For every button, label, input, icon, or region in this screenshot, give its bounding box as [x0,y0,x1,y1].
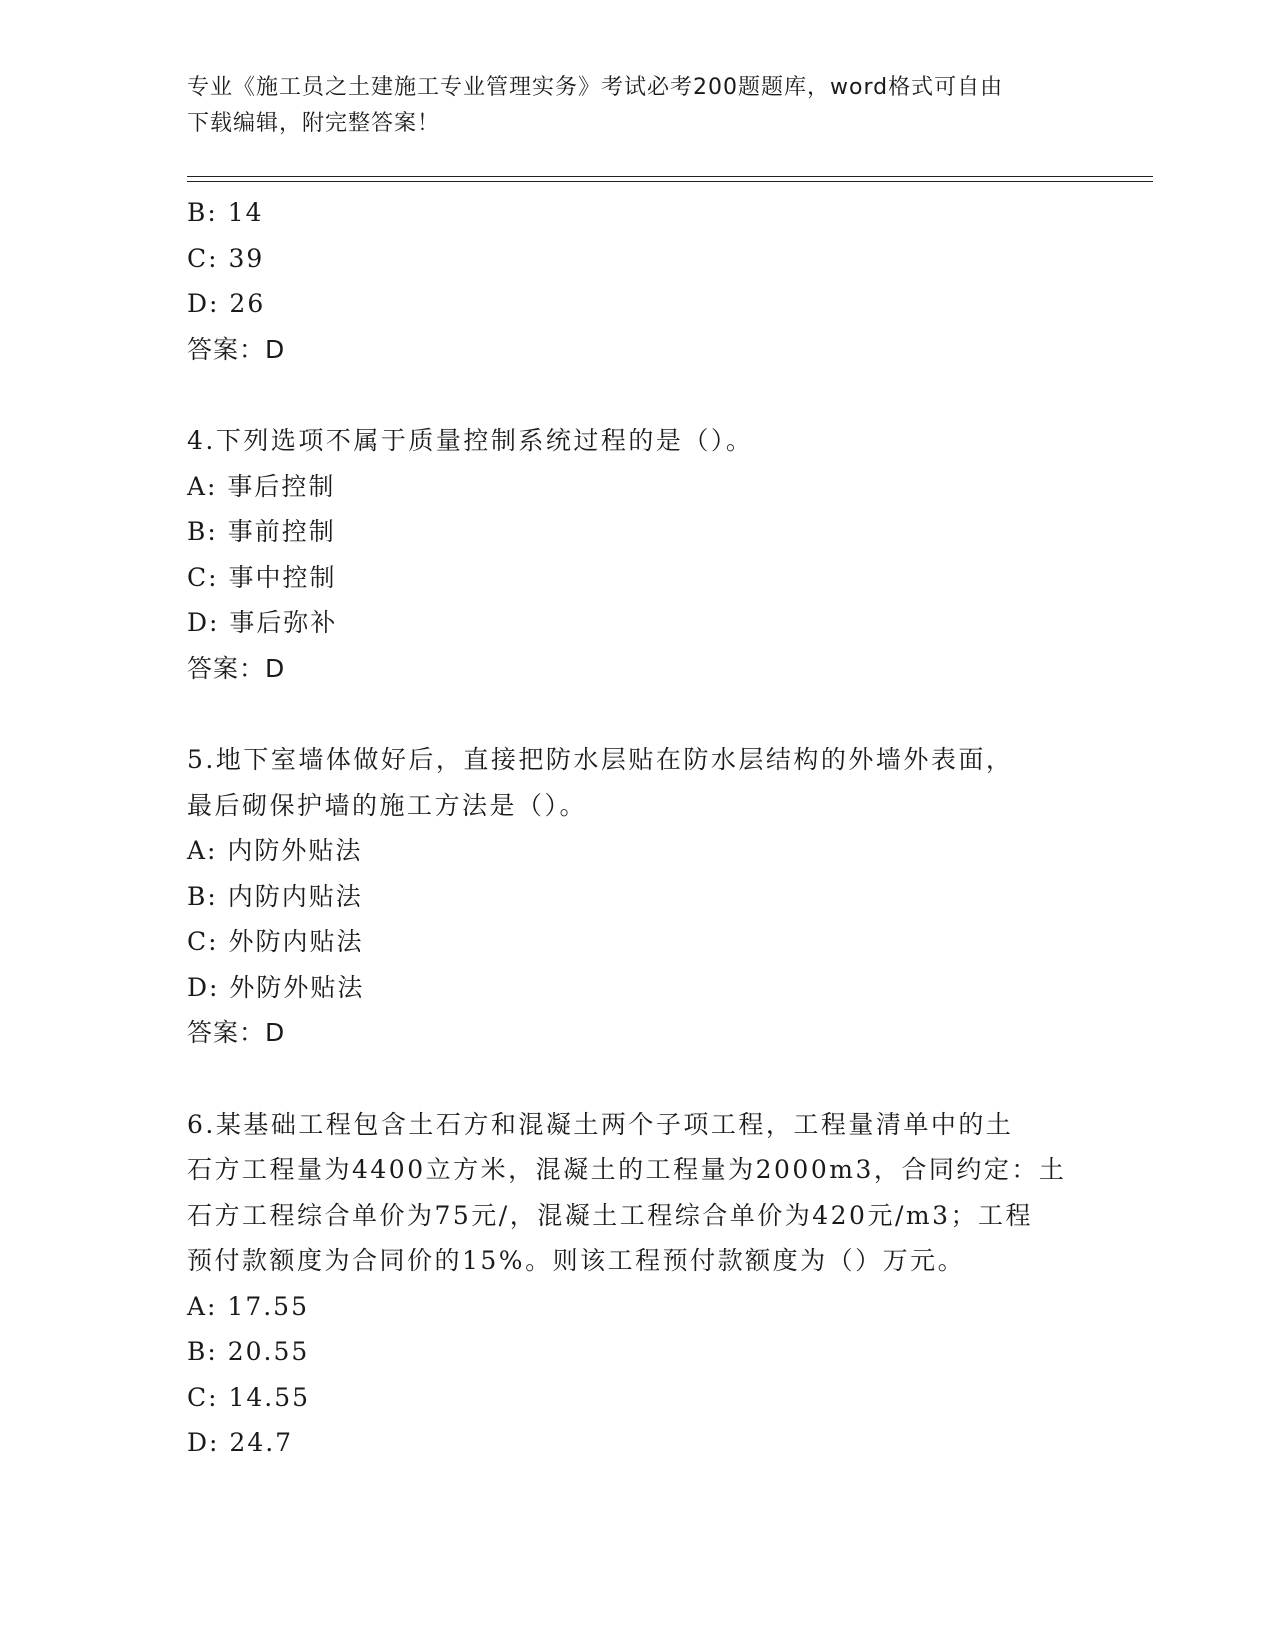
question-list [187,190,1087,1466]
question-stem-line-2: 石方工程量为4400立方米，混凝土的工程量为2000m3，合同约定：土 [187,1155,1067,1184]
question-3-tail [187,190,1087,372]
spacer [187,372,1087,418]
question-stem-line-1: 6.某基础工程包含土石方和混凝土两个子项工程，工程量清单中的土 [187,1109,1014,1139]
option-a: A: 17.55 [187,1291,309,1321]
option-b: B: 20.55 [187,1337,310,1366]
question-4 [187,418,1087,691]
answer-line: 答案：D [187,334,286,364]
option-c: C: 14.55 [187,1382,311,1412]
question-stem-line-1: 5.地下室墙体做好后，直接把防水层贴在防水层结构的外墙外表面， [187,745,1014,774]
option-d: D: 事后弥补 [187,608,338,637]
option-b: B: 事前控制 [187,517,336,546]
question-stem-line-4: 预付款额度为合同价的15%。则该工程预付款额度为（）万元。 [187,1246,966,1275]
option-c: C: 39 [187,243,265,273]
question-5 [187,737,1087,1056]
question-stem: 4.下列选项不属于质量控制系统过程的是（）。 [187,426,754,455]
option-b: B: 内防内贴法 [187,881,363,911]
option-d: D: 24.7 [187,1428,294,1457]
option-c: C: 外防内贴法 [187,927,364,956]
option-a: A: 事后控制 [187,471,336,501]
answer-line: 答案：D [187,1018,286,1047]
document-header [187,70,1087,142]
option-c: C: 事中控制 [187,562,337,592]
option-d: D: 外防外贴法 [187,972,365,1002]
spacer [187,691,1087,737]
answer-line: 答案：D [187,653,286,683]
header-title-line-1: 专业《施工员之土建施工专业管理实务》考试必考200题题库，word格式可自由 [187,75,1004,100]
header-divider-top [187,176,1153,177]
spacer [187,1056,1087,1102]
option-a: A: 内防外贴法 [187,836,363,865]
option-b: B: 14 [187,198,264,227]
option-d: D: 26 [187,289,266,318]
question-stem-line-2: 最后砌保护墙的施工方法是（）。 [187,790,588,820]
question-6 [187,1102,1087,1466]
question-stem-line-3: 石方工程综合单价为75元/，混凝土工程综合单价为420元/m3；工程 [187,1200,1033,1230]
header-divider-bottom [187,181,1153,182]
header-title-line-2: 下载编辑，附完整答案！ [187,111,441,136]
